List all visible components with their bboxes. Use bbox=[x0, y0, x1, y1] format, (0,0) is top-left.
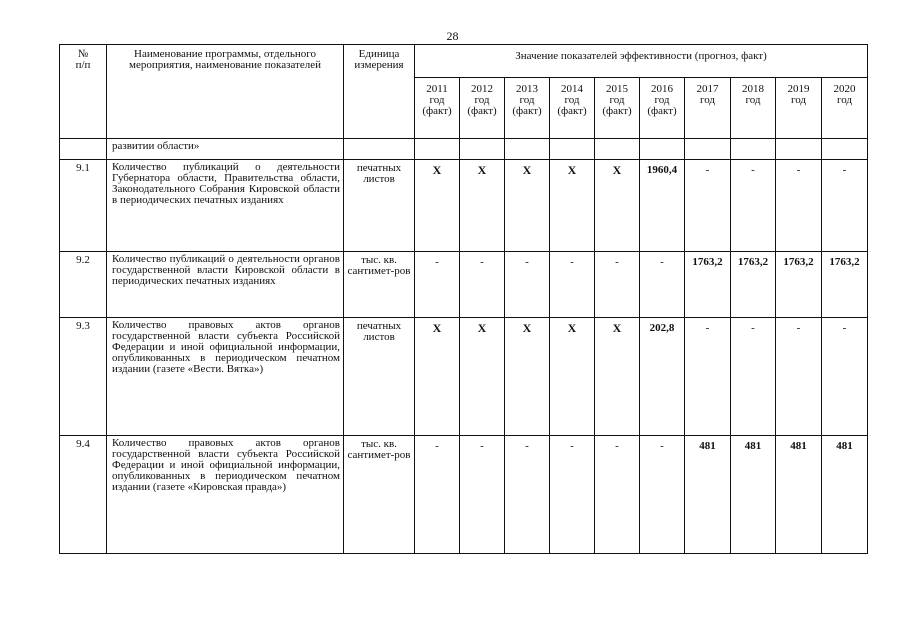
year-header-kind: (факт) bbox=[512, 105, 542, 117]
value-cell-2017: 1763,2 bbox=[685, 252, 731, 318]
value-cell-2012: X bbox=[460, 160, 505, 252]
value-cell-2020: - bbox=[822, 318, 868, 436]
value-cell-2012: X bbox=[460, 318, 505, 436]
row-number: 9.2 bbox=[60, 252, 107, 318]
value-cell-2019: - bbox=[776, 160, 822, 252]
year-header-year: 2015 bbox=[606, 83, 628, 95]
indicator-unit: тыс. кв. сантимет-ров bbox=[344, 436, 415, 554]
header-name: Наименование программы, отдельного мероприятия, наименование показателей bbox=[107, 45, 344, 139]
year-header-2013 bbox=[505, 78, 550, 139]
value-cell-2013: - bbox=[505, 436, 550, 554]
value-cell-2017: 481 bbox=[685, 436, 731, 554]
value-cell-2015: - bbox=[595, 252, 640, 318]
value-cell-2016: 202,8 bbox=[640, 318, 685, 436]
year-header-kind: (факт) bbox=[467, 105, 497, 117]
value-cell-2012: - bbox=[460, 436, 505, 554]
year-header-unit: год bbox=[474, 94, 490, 106]
indicator-name: Количество публикаций о деятельности Губернатора области, Правительства области, Законодательного Собрания Кировской области в периодических печатных изданиях bbox=[107, 160, 344, 252]
value-cell-2013: X bbox=[505, 160, 550, 252]
value-cell-2016: - bbox=[640, 436, 685, 554]
table-row bbox=[60, 252, 868, 318]
year-header-unit: год bbox=[745, 94, 761, 106]
year-header-year: 2017 bbox=[696, 83, 719, 95]
year-header-2016 bbox=[640, 78, 685, 139]
value-cell-2014: - bbox=[550, 252, 595, 318]
continuation-text: развитии области» bbox=[107, 139, 344, 160]
year-header-year: 2016 bbox=[651, 83, 673, 95]
year-header-2019 bbox=[776, 78, 822, 139]
efficiency-indicators-table bbox=[59, 44, 868, 554]
value-cell-2011: - bbox=[415, 436, 460, 554]
year-header-2020 bbox=[822, 78, 868, 139]
value-cell-2019: 481 bbox=[776, 436, 822, 554]
year-header-kind bbox=[685, 106, 730, 117]
value-cell-2016: - bbox=[640, 252, 685, 318]
year-header-unit: год bbox=[699, 94, 716, 106]
year-header-2012 bbox=[460, 78, 505, 139]
table-row bbox=[60, 318, 868, 436]
year-header-kind: (факт) bbox=[422, 105, 452, 117]
year-header-unit: год bbox=[564, 94, 580, 106]
indicator-unit: тыс. кв. сантимет-ров bbox=[344, 252, 415, 318]
year-header-kind bbox=[822, 106, 867, 117]
value-cell-2018: - bbox=[731, 160, 776, 252]
indicator-name: Количество правовых актов органов государственной власти субъекта Российской Федерации и иной официальной информации, опубликованных в периодическом печатном издании (газете «Вести. Вятка») bbox=[107, 318, 344, 436]
value-cell-2018: 1763,2 bbox=[731, 252, 776, 318]
value-cell-2014: - bbox=[550, 436, 595, 554]
value-cell-2019: 1763,2 bbox=[776, 252, 822, 318]
year-header-kind: (факт) bbox=[602, 105, 632, 117]
row-number: 9.4 bbox=[60, 436, 107, 554]
value-cell-2015: X bbox=[595, 160, 640, 252]
value-cell-2018: 481 bbox=[731, 436, 776, 554]
value-cell-2011: - bbox=[415, 252, 460, 318]
header-row bbox=[60, 45, 868, 78]
row-number: 9.1 bbox=[60, 160, 107, 252]
continuation-num bbox=[60, 139, 107, 160]
header-unit: Единица измерения bbox=[344, 45, 415, 139]
year-header-kind bbox=[731, 106, 775, 117]
value-cell-2014: X bbox=[550, 160, 595, 252]
value-cell-2018: - bbox=[731, 318, 776, 436]
continuation-unit bbox=[344, 139, 415, 160]
year-header-unit: год bbox=[654, 94, 670, 106]
value-cell-2012: - bbox=[460, 252, 505, 318]
year-header-2015 bbox=[595, 78, 640, 139]
year-header-year: 2013 bbox=[516, 83, 538, 95]
year-header-year: 2014 bbox=[561, 83, 583, 95]
year-header-unit: год bbox=[519, 94, 535, 106]
year-header-kind: (факт) bbox=[647, 105, 677, 117]
value-cell-2013: - bbox=[505, 252, 550, 318]
value-cell-2013: X bbox=[505, 318, 550, 436]
header-num: № п/п bbox=[60, 45, 107, 139]
year-header-unit: год bbox=[609, 94, 625, 106]
year-header-year: 2012 bbox=[471, 83, 493, 95]
value-cell-2014: X bbox=[550, 318, 595, 436]
year-header-2011 bbox=[415, 78, 460, 139]
year-header-year: 2018 bbox=[742, 83, 764, 95]
value-cell-2015: - bbox=[595, 436, 640, 554]
year-header-2014 bbox=[550, 78, 595, 139]
header-values-group: Значение показателей эффективности (прогноз, факт) bbox=[415, 45, 868, 78]
value-cell-2016: 1960,4 bbox=[640, 160, 685, 252]
value-cell-2017: - bbox=[685, 160, 731, 252]
year-header-unit: год bbox=[429, 94, 445, 106]
year-header-2018 bbox=[731, 78, 776, 139]
year-header-unit: год bbox=[790, 94, 807, 106]
year-header-kind bbox=[776, 106, 821, 117]
value-cell-2015: X bbox=[595, 318, 640, 436]
value-cell-2020: 1763,2 bbox=[822, 252, 868, 318]
indicator-unit: печатных листов bbox=[344, 160, 415, 252]
year-header-year: 2019 bbox=[787, 83, 810, 95]
year-header-year: 2020 bbox=[833, 83, 856, 95]
row-number: 9.3 bbox=[60, 318, 107, 436]
value-cell-2011: X bbox=[415, 318, 460, 436]
value-cell-2017: - bbox=[685, 318, 731, 436]
page-number: 28 bbox=[446, 29, 459, 43]
table-row bbox=[60, 436, 868, 554]
indicator-name: Количество публикаций о деятельности органов государственной власти Кировской области в периодических печатных изданиях bbox=[107, 252, 344, 318]
value-cell-2020: - bbox=[822, 160, 868, 252]
year-header-kind: (факт) bbox=[557, 105, 587, 117]
indicator-name: Количество правовых актов органов государственной власти субъекта Российской Федерации и иной официальной информации, опубликованных в периодическом печатном издании (газете «Кировская правда») bbox=[107, 436, 344, 554]
year-header-2017 bbox=[685, 78, 731, 139]
year-header-year: 2011 bbox=[426, 83, 448, 95]
value-cell-2011: X bbox=[415, 160, 460, 252]
value-cell-2020: 481 bbox=[822, 436, 868, 554]
table-row bbox=[60, 160, 868, 252]
continuation-row bbox=[60, 139, 868, 160]
year-header-unit: год bbox=[837, 94, 853, 106]
indicator-unit: печатных листов bbox=[344, 318, 415, 436]
value-cell-2019: - bbox=[776, 318, 822, 436]
